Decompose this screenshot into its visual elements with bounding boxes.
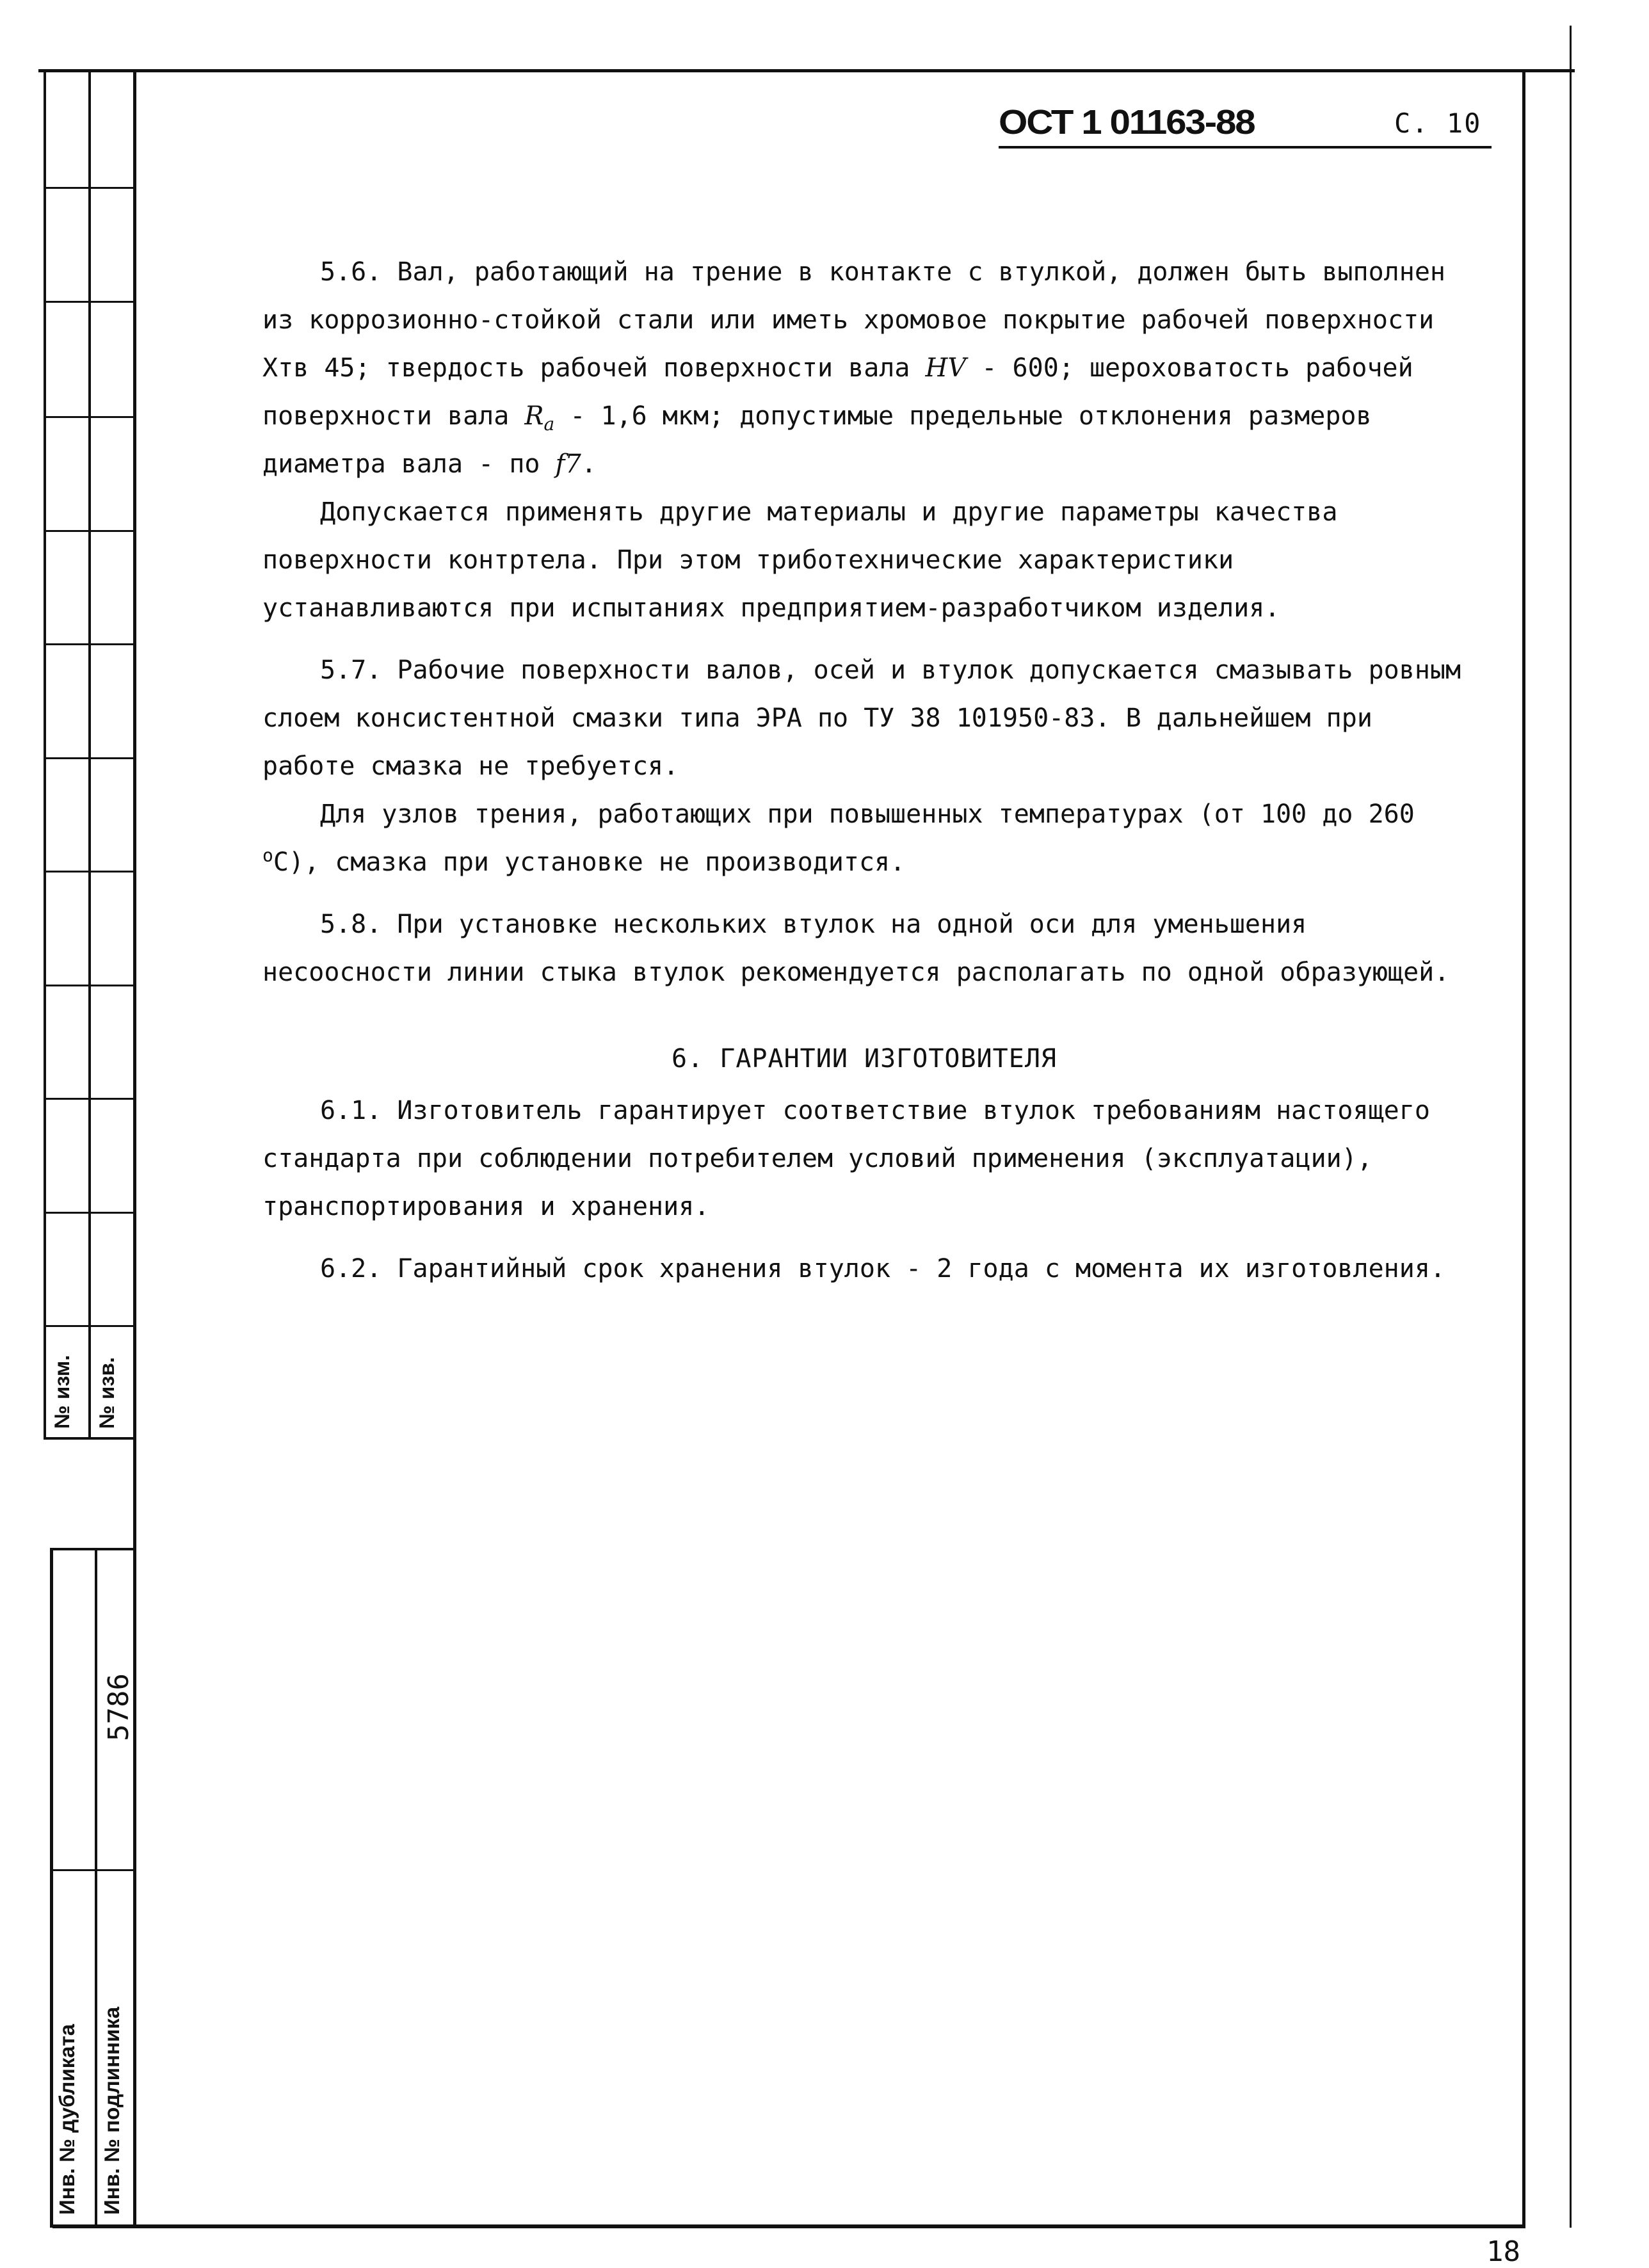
paragraph-6-2: 6.2. Гарантийный срок хранения втулок - 2 года с момента их изготовления.	[320, 1254, 1445, 1283]
p5-6-text-c: - 1,6 мкм; допустимые предельные отклонения размеров диаметра вала - по	[262, 401, 1372, 479]
document-body	[262, 248, 1466, 1293]
paragraph-5-7: 5.7. Рабочие поверхности валов, осей и втулок допускается смазывать ровным слоем консистентной смазки типа ЭРА по ТУ 38 101950-83. В дальнейшем при работе смазка не требуется.	[262, 655, 1461, 781]
paragraph-5-8: 5.8. При установке нескольких втулок на одной оси для уменьшения несоосности линии стыка втулок рекомендуется располагать по одной образующей.	[262, 910, 1450, 987]
header-underline	[999, 146, 1492, 149]
roughness-subscript: a	[543, 414, 555, 435]
margin-lower-line-1	[50, 1548, 53, 2228]
margin-lower-line-2	[95, 1548, 97, 2228]
paragraph-6-1: 6.1. Изготовитель гарантирует соответствие втулок требованиям настоящего стандарта при соблюдении потребителем условий применения (эксплуатации), транспортирования и хранения.	[262, 1096, 1430, 1221]
document-code: ОСТ 1 01163-88	[999, 103, 1255, 141]
p5-7-note-text-b: С), смазка при установке не производится.	[273, 848, 906, 877]
p5-6-text-b: - 600; шероховатость рабочей поверхности вала	[262, 353, 1413, 431]
p5-7-note-text-a: Для узлов трения, работающих при повышенных температурах (от 100 до 260	[320, 800, 1415, 829]
margin-cell-11	[44, 1325, 136, 1327]
margin-cell-6	[44, 757, 136, 759]
bottom-border	[52, 2224, 1525, 2228]
original-inventory-value: 5786	[102, 1673, 135, 1741]
p5-6-text-a: 5.6. Вал, работающий на трение в контакте с втулкой, должен быть выполнен из коррозионно-стойкой стали или иметь хромовое покрытие рабочей поверхности Хтв 45; твердость рабочей поверхности вала	[262, 257, 1445, 383]
margin-line-2	[88, 69, 91, 1439]
margin-cell-3	[44, 416, 136, 418]
far-right-edge	[1570, 26, 1572, 2228]
margin-cell-10	[44, 1212, 136, 1214]
margin-lower-mid	[50, 1869, 136, 1871]
degree-sign: o	[262, 844, 273, 866]
change-number-label: № изм.	[50, 1355, 74, 1429]
page-label: С. 10	[1394, 108, 1482, 139]
margin-cell-9	[44, 1098, 136, 1100]
top-outer-line	[38, 69, 1575, 72]
hardness-symbol: HV	[925, 353, 967, 383]
margin-cell-8	[44, 985, 136, 986]
paragraph-5-6	[262, 248, 1466, 488]
margin-line-3	[133, 69, 136, 2228]
paragraph-5-7-note	[262, 791, 1466, 887]
roughness-symbol: R	[524, 401, 544, 431]
section-6-title: 6. ГАРАНТИИ ИЗГОТОВИТЕЛЯ	[672, 1044, 1057, 1074]
p5-6-text-d: .	[581, 449, 597, 479]
right-border	[1522, 69, 1525, 2228]
notice-number-label: № изв.	[95, 1356, 118, 1429]
duplicate-inventory-label: Инв. № дубликата	[55, 2023, 79, 2215]
margin-line-1	[44, 69, 46, 1439]
margin-cell-1	[44, 187, 136, 189]
tolerance-symbol: f7	[555, 449, 581, 479]
margin-cell-2	[44, 301, 136, 303]
original-inventory-label: Инв. № подлинника	[100, 2006, 124, 2215]
margin-cell-4	[44, 530, 136, 532]
paragraph-5-6-note: Допускается применять другие материалы и другие параметры качества поверхности контртела. При этом триботехнические характеристики устанавливаются при испытаниях предприятием-разработчиком изделия.	[262, 497, 1338, 623]
margin-lower-top	[50, 1548, 136, 1550]
margin-cell-7	[44, 871, 136, 873]
page-number: 18	[1486, 2235, 1520, 2268]
margin-cell-12	[44, 1437, 136, 1440]
margin-cell-5	[44, 643, 136, 645]
